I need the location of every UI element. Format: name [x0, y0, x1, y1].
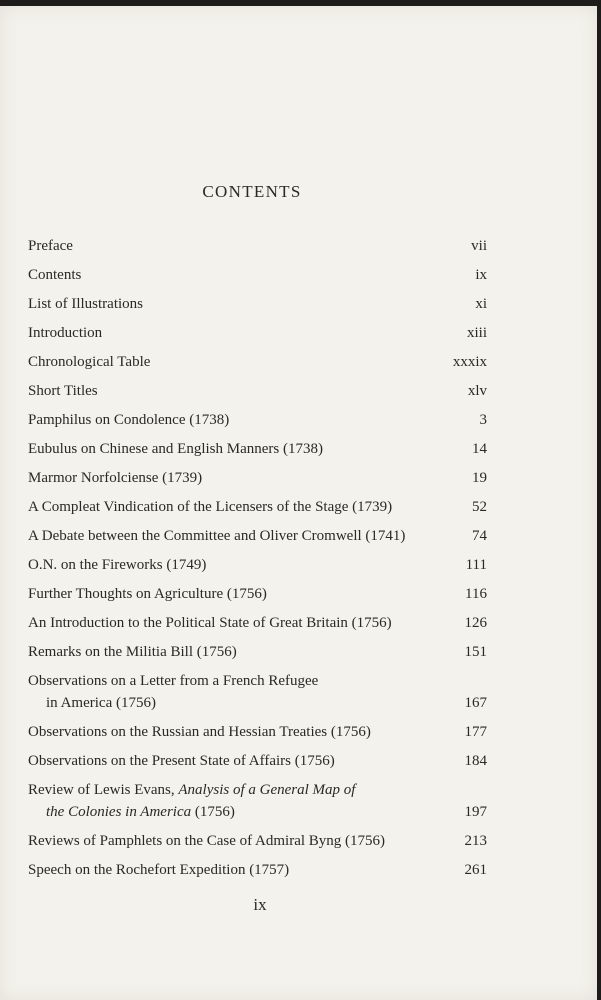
toc-entry — [28, 235, 490, 257]
toc-entry-title — [28, 779, 490, 823]
toc-entry-title: Further Thoughts on Agriculture (1756) — [28, 586, 267, 602]
toc-entry-title: Observations on the Present State of Affairs (1756) — [28, 753, 335, 769]
toc-entry-title-line1 — [28, 782, 355, 798]
toc-entry-title-prefix: Review of Lewis Evans, — [28, 782, 179, 798]
toc-entry — [28, 525, 490, 547]
toc-entry — [28, 351, 490, 373]
toc-entry — [28, 409, 490, 431]
toc-entry-title: Eubulus on Chinese and English Manners (1738) — [28, 441, 323, 457]
toc-entry-page: 167 — [464, 695, 487, 711]
toc-entry — [28, 380, 490, 402]
toc-entry-page: 213 — [464, 833, 487, 849]
book-page — [0, 6, 597, 1000]
toc-entry-page: xxxix — [452, 354, 487, 370]
toc-entry-page: xiii — [466, 325, 487, 341]
toc-entry — [28, 830, 490, 852]
table-of-contents — [28, 235, 490, 881]
toc-entry-title: Short Titles — [28, 383, 98, 399]
toc-entry-title: Contents — [28, 267, 82, 283]
toc-entry-title: Introduction — [28, 325, 103, 341]
toc-entry-page: 52 — [472, 499, 487, 515]
page-title: CONTENTS — [202, 182, 302, 201]
toc-entry — [28, 859, 490, 881]
toc-entry-title: A Compleat Vindication of the Licensers of the Stage (1739) — [28, 499, 393, 515]
toc-entry — [28, 641, 490, 663]
page-number: ix — [253, 895, 267, 914]
toc-entry — [28, 612, 490, 634]
toc-entry-page: 74 — [472, 528, 487, 544]
toc-entry-title-line1: Observations on a Letter from a French Refugee — [28, 673, 319, 689]
toc-entry-title: Reviews of Pamphlets on the Case of Admiral Byng (1756) — [28, 833, 386, 849]
toc-entry — [28, 554, 490, 576]
toc-entry — [28, 721, 490, 743]
toc-entry-page: 177 — [464, 724, 487, 740]
toc-entry-title: Speech on the Rochefort Expedition (1757) — [28, 862, 290, 878]
toc-entry-page: 261 — [464, 862, 487, 878]
toc-entry — [28, 264, 490, 286]
toc-entry — [28, 750, 490, 772]
toc-entry-page: 3 — [479, 412, 487, 428]
toc-entry-title: An Introduction to the Political State of Great Britain (1756) — [28, 615, 392, 631]
toc-entry-title-line2: in America (1756) — [46, 695, 156, 711]
toc-entry-title: Observations on the Russian and Hessian Treaties (1756) — [28, 724, 371, 740]
toc-entry — [28, 670, 490, 714]
toc-entry-page: 111 — [465, 557, 487, 573]
toc-entry-title: Chronological Table — [28, 354, 151, 370]
toc-entry-page: xi — [475, 296, 487, 312]
toc-entry-title — [28, 670, 490, 714]
toc-entry — [28, 496, 490, 518]
toc-entry-title: Preface — [28, 238, 73, 254]
toc-entry-page: 151 — [464, 644, 487, 660]
toc-entry-title: Marmor Norfolciense (1739) — [28, 470, 203, 486]
toc-entry-page: 197 — [464, 804, 487, 820]
toc-entry-page: ix — [475, 267, 487, 283]
toc-entry-title: O.N. on the Fireworks (1749) — [28, 557, 207, 573]
toc-entry — [28, 583, 490, 605]
toc-entry-title-line2 — [28, 801, 434, 823]
toc-entry-title: List of Illustrations — [28, 296, 143, 312]
toc-entry-page: 126 — [464, 615, 487, 631]
toc-entry-page: 184 — [464, 753, 487, 769]
toc-entry-page: 14 — [472, 441, 487, 457]
toc-entry-title-line2-italic: the Colonies in America — [46, 804, 192, 820]
toc-entry — [28, 467, 490, 489]
toc-entry-title-line2-suffix: (1756) — [191, 804, 235, 820]
toc-entry-title: Pamphilus on Condolence (1738) — [28, 412, 230, 428]
toc-entry-page: 116 — [465, 586, 487, 602]
toc-entry-title-italic: Analysis of a General Map of — [178, 782, 356, 798]
toc-entry-page: vii — [471, 238, 487, 254]
toc-entry-page: 19 — [472, 470, 487, 486]
toc-entry-title: Remarks on the Militia Bill (1756) — [28, 644, 237, 660]
toc-entry — [28, 322, 490, 344]
toc-entry-page: xlv — [467, 383, 487, 399]
toc-entry — [28, 293, 490, 315]
toc-entry-title: A Debate between the Committee and Oliver Cromwell (1741) — [28, 528, 406, 544]
toc-entry — [28, 779, 490, 823]
toc-entry — [28, 438, 490, 460]
